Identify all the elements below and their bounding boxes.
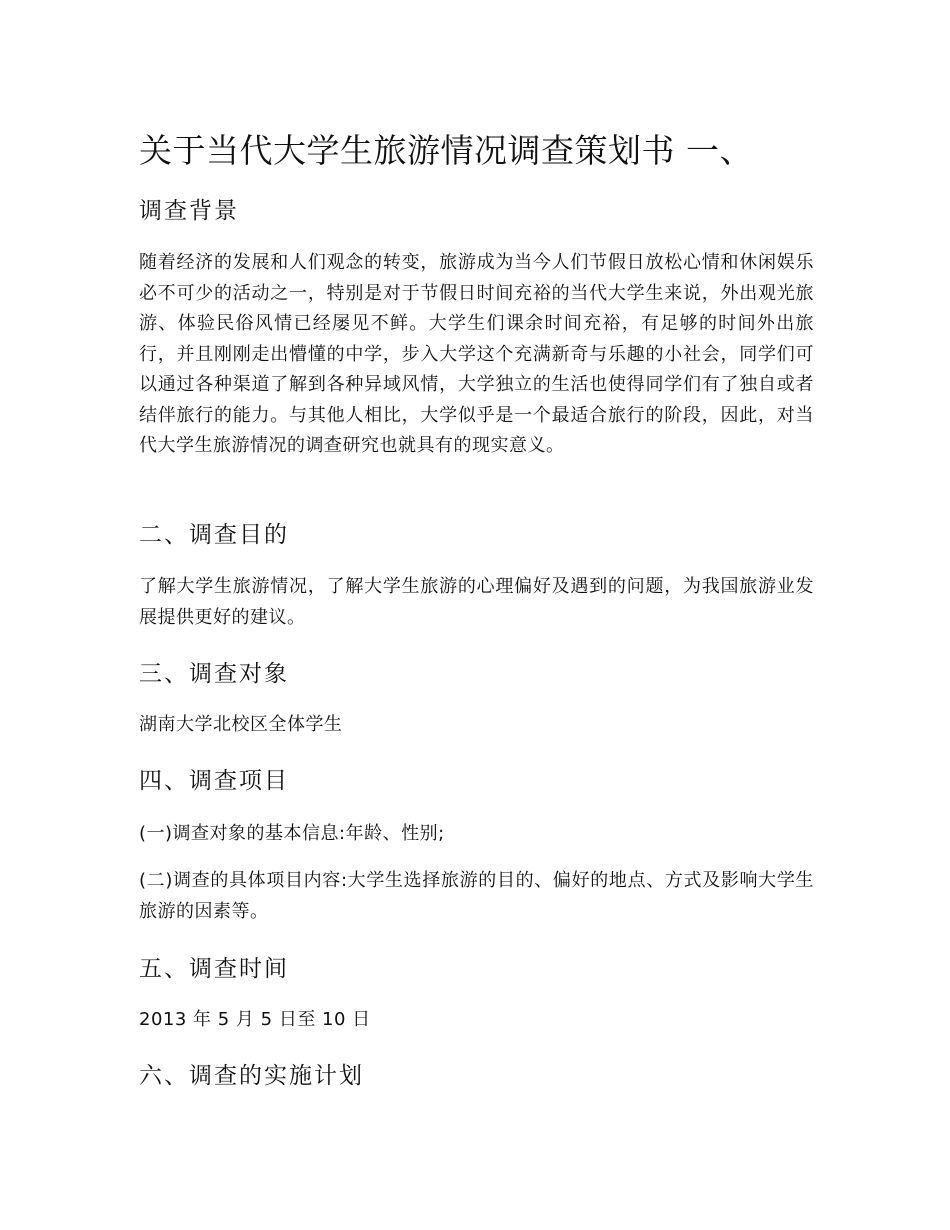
section-heading-background: 调查背景 <box>139 198 239 224</box>
section-body-purpose: 了解大学生旅游情况，了解大学生旅游的心理偏好及遇到的问题，为我国旅游业发展提供更好的建议。 <box>139 576 814 628</box>
document-title: 关于当代大学生旅游情况调查策划书 一、 <box>139 131 753 170</box>
section-heading-subjects: 三、调查对象 <box>139 661 289 687</box>
section-heading-time: 五、调查时间 <box>139 956 289 982</box>
section-heading-items: 四、调查项目 <box>139 768 289 794</box>
section-body-time: 2013 年 5 月 5 日至 10 日 <box>139 1009 371 1030</box>
section-body-subjects: 湖南大学北校区全体学生 <box>139 714 343 735</box>
section-heading-purpose: 二、调查目的 <box>139 522 289 548</box>
section-item-basic-info: (一)调查对象的基本信息:年龄、性别; <box>139 823 445 844</box>
section-heading-plan: 六、调查的实施计划 <box>139 1063 364 1089</box>
section-body-background: 随着经济的发展和人们观念的转变，旅游成为当今人们节假日放松心情和休闲娱乐必不可少的活动之一，特别是对于节假日时间充裕的当代大学生来说，外出观光旅游、体验民俗风情已经屡见不鲜。大学生们课余时间充裕，有足够的时间外出旅行，并且刚刚走出懵懂的中学，步入大学这个充满新奇与乐趣的小社会，同学们可以通过各种渠道了解到各种异域风情，大学独立的生活也使得同学们有了独自或者结伴旅行的能力。与其他人相比，大学似乎是一个最适合旅行的阶段，因此，对当代大学生旅游情况的调查研究也就具有的现实意义。 <box>139 252 814 456</box>
section-item-specific-content: (二)调查的具体项目内容:大学生选择旅游的目的、偏好的地点、方式及影响大学生旅游的因素等。 <box>139 870 814 922</box>
